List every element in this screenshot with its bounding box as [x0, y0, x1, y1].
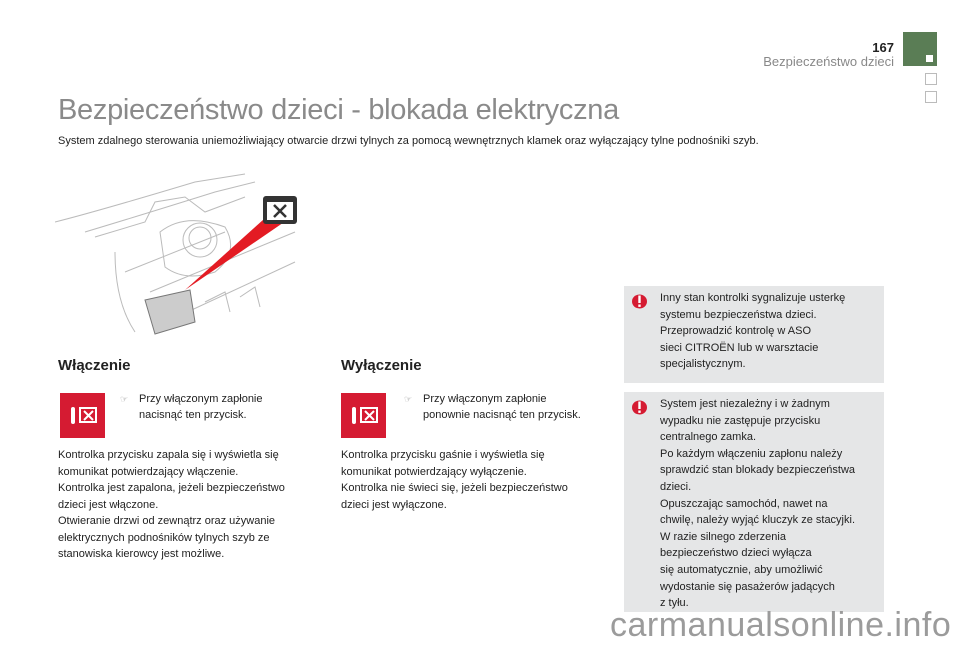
child-lock-button-icon: [60, 393, 105, 438]
page-title: Bezpieczeństwo dzieci - blokada elektryczna: [58, 94, 619, 126]
warning-icon: [632, 400, 647, 415]
warning-box: System jest niezależny i w żadnym wypadku nie zastępuje przycisku centralnego zamka. Po każdym włączeniu zapłonu należy sprawdzić stan blokady bezpieczeństwa dzieci. Opuszczając samochód, nawet na chwilę, należy wyjąć kluczyk ze stacyjki. W razie silnego zderzenia bezpieczeństwo dzieci wyłącza się automatycznie, aby umożliwić wydostanie się pasażerów jadących z tyłu.: [624, 392, 884, 612]
watermark: carmanualsonline.info: [610, 606, 952, 644]
child-lock-button-icon: [341, 393, 386, 438]
section-title: Bezpieczeństwo dzieci: [763, 54, 894, 69]
heading-enable: Włączenie: [58, 357, 131, 374]
instruction-disable: ☞ Przy włączonym zapłonie ponownie nacisnąć ten przycisk.: [404, 393, 581, 421]
warning-box: Inny stan kontrolki sygnalizuje usterkę systemu bezpieczeństwa dzieci. Przeprowadzić kontrolę w ASO sieci CITROËN lub w warsztacie specjalistycznym.: [624, 286, 884, 383]
chapter-marker-empty: [925, 73, 937, 85]
pointing-hand-icon: ☞: [120, 394, 129, 404]
page-number: 167: [872, 40, 894, 55]
pointing-hand-icon: ☞: [404, 394, 413, 404]
instruction-enable: ☞ Przy włączonym zapłonie nacisnąć ten przycisk.: [120, 393, 263, 421]
warning-icon: [632, 294, 647, 309]
console-illustration: [55, 172, 305, 347]
heading-disable: Wyłączenie: [341, 357, 422, 374]
page-subtitle: System zdalnego sterowania uniemożliwiający otwarcie drzwi tylnych za pomocą wewnętrznych klamek oraz wyłączający tylne podnośniki szyb.: [58, 135, 759, 147]
enable-description: Kontrolka przycisku zapala się i wyświetla się komunikat potwierdzający włączenie. Kontrolka jest zapalona, jeżeli bezpieczeństwo dzieci jest włączone. Otwieranie drzwi od zewnątrz oraz używanie elektrycznych podnośników tylnych szyb ze stanowiska kierowcy jest możliwe.: [58, 449, 285, 560]
child-lock-symbol: [263, 196, 297, 224]
disable-description: Kontrolka przycisku gaśnie i wyświetla się komunikat potwierdzający wyłączenie. Kontrolka nie świeci się, jeżeli bezpieczeństwo dzieci jest wyłączone.: [341, 449, 568, 511]
chapter-marker: [903, 32, 937, 66]
chapter-marker-empty: [925, 91, 937, 103]
